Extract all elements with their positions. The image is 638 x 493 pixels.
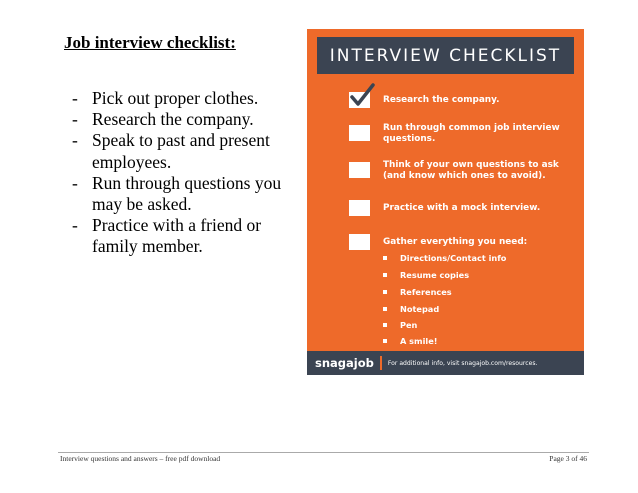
bullet-text: Research the company. [92, 109, 254, 130]
square-bullet-icon [383, 323, 387, 327]
checklist-item-text: Run through common job interview questions. [383, 123, 560, 144]
infographic-header-text: INTERVIEW CHECKLIST [329, 45, 562, 66]
subitem: Directions/Contact info [383, 253, 506, 263]
checklist-item-text: Research the company. [383, 95, 500, 105]
checkbox [349, 125, 370, 141]
bullet-text: Practice with a friend or family member. [92, 215, 262, 257]
checklist-item-text: Practice with a mock interview. [383, 203, 541, 213]
checkbox [349, 162, 370, 178]
page-footer [58, 452, 589, 464]
subitem: Resume copies [383, 270, 469, 280]
square-bullet-icon [383, 307, 387, 311]
slide-title: Job interview checklist: [64, 33, 236, 52]
checklist-item-text: Think of your own questions to ask (and know which ones to avoid). [383, 160, 559, 181]
bullet-item: - Pick out proper clothes. [72, 88, 259, 108]
checkmark-icon [349, 83, 375, 109]
square-bullet-icon [383, 290, 387, 294]
snagajob-logo: snagajob [315, 356, 374, 370]
footer-left-text: Interview questions and answers – free pdf download [60, 454, 221, 463]
bullet-text: Run through questions you may be asked. [92, 172, 282, 215]
infographic-footer [307, 351, 584, 375]
bullet-item: - Speak to past and present employees. [72, 130, 270, 172]
bullet-list [70, 88, 300, 258]
bullet-item: - Practice with a friend or family member. [72, 215, 262, 257]
infographic-header [317, 37, 574, 74]
checkbox [349, 200, 370, 216]
subitem: Notepad [383, 304, 439, 314]
footer-note: For additional info, visit snagajob.com/resources. [387, 359, 538, 367]
bullet-text: Pick out proper clothes. [92, 88, 259, 108]
square-bullet-icon [383, 256, 387, 260]
square-bullet-icon [383, 273, 387, 277]
bullet-item: - Run through questions you may be asked. [72, 172, 282, 215]
subitem: Pen [383, 320, 417, 330]
subitem: A smile! [383, 336, 438, 346]
checklist-item-text: Gather everything you need: [383, 237, 528, 247]
bullet-text: Speak to past and present employees. [92, 130, 270, 172]
page-number: Page 3 of 46 [549, 454, 587, 463]
subitem: References [383, 287, 452, 297]
divider [380, 356, 382, 370]
checkbox [349, 234, 370, 250]
bullet-item: - Research the company. [72, 109, 254, 130]
interview-checklist-infographic [307, 29, 584, 375]
square-bullet-icon [383, 339, 387, 343]
